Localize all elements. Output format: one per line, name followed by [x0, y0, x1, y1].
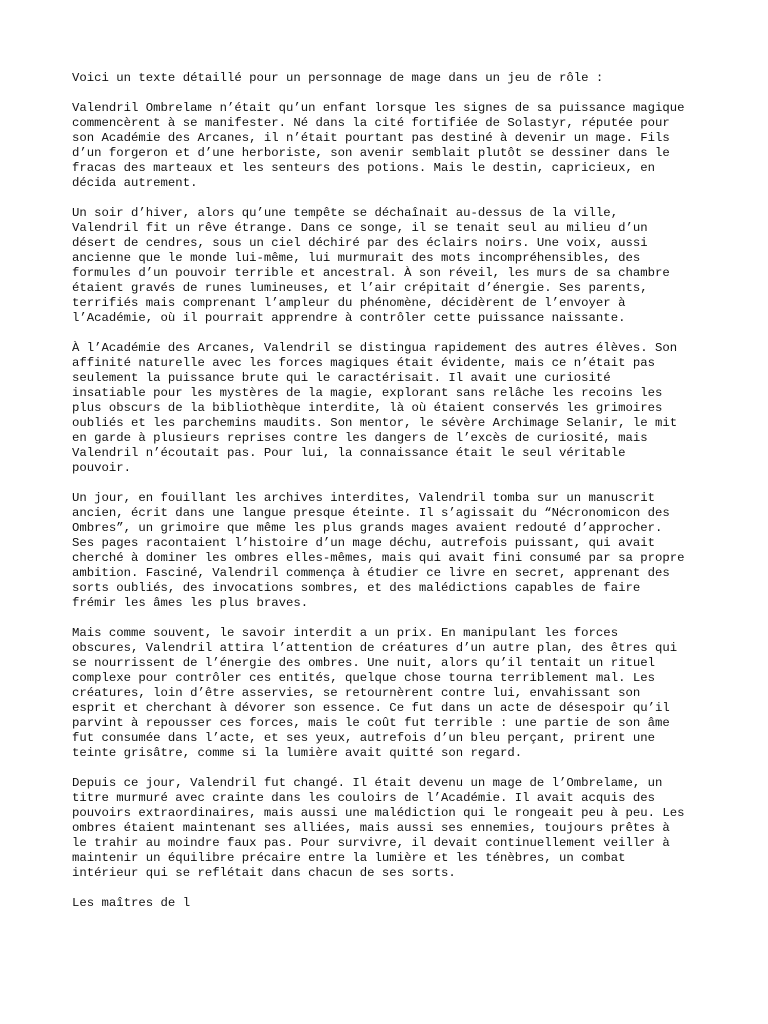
paragraph-academy	[72, 341, 712, 476]
text-line: frémir les âmes les plus braves.	[72, 596, 309, 610]
text-line: ancienne que le monde lui-même, lui murmurait des mots incompréhensibles, des	[72, 251, 641, 265]
text-line: Mais comme souvent, le savoir interdit a un prix. En manipulant les forces	[72, 626, 619, 640]
text-line: Valendril Ombrelame n’était qu’un enfant lorsque les signes de sa puissance magique	[72, 101, 685, 115]
text-line: parvint à repousser ces forces, mais le coût fut terrible : une partie de son âme	[72, 716, 670, 730]
paragraph-truncated	[72, 896, 712, 911]
text-line: Valendril fit un rêve étrange. Dans ce songe, il se tenait seul au milieu d’un	[72, 221, 648, 235]
text-line: esprit et cherchant à dévorer son essence. Ce fut dans un acte de désespoir qu’il	[72, 701, 670, 715]
text-line: formules d’un pouvoir terrible et ancestral. À son réveil, les murs de sa chambre	[72, 266, 670, 280]
text-line: pouvoirs extraordinaires, mais aussi une malédiction qui le rongeait peu à peu. Les	[72, 806, 685, 820]
text-line: titre murmuré avec crainte dans les couloirs de l’Académie. Il avait acquis des	[72, 791, 655, 805]
text-line: fut consumée dans l’acte, et ses yeux, autrefois d’un bleu perçant, prirent une	[72, 731, 655, 745]
text-line: pouvoir.	[72, 461, 132, 475]
text-line: complexe pour contrôler ces entités, quelque chose tourna terriblement mal. Les	[72, 671, 655, 685]
text-line: se nourrissent de l’énergie des ombres. Une nuit, alors qu’il tentait un rituel	[72, 656, 655, 670]
document-page	[72, 71, 712, 926]
text-line: cherché à dominer les ombres elles-mêmes, mais qui avait fini consumé par sa propre	[72, 551, 685, 565]
text-line: commencèrent à se manifester. Né dans la cité fortifiée de Solastyr, réputée pour	[72, 116, 670, 130]
text-line: affinité naturelle avec les forces magiques était évidente, mais ce n’était pas	[72, 356, 655, 370]
text-line: Ses pages racontaient l’histoire d’un mage déchu, autrefois puissant, qui avait	[72, 536, 655, 550]
text-line: sorts oubliés, des invocations sombres, et des malédictions capables de faire	[72, 581, 641, 595]
text-line: son Académie des Arcanes, il n’était pourtant pas destiné à devenir un mage. Fils	[72, 131, 670, 145]
text-line: l’Académie, où il pourrait apprendre à contrôler cette puissance naissante.	[72, 311, 626, 325]
text-line: ambition. Fasciné, Valendril commença à étudier ce livre en secret, apprenant des	[72, 566, 670, 580]
text-line: créatures, loin d’être asservies, se retournèrent contre lui, envahissant son	[72, 686, 641, 700]
intro-paragraph	[72, 71, 712, 86]
text-line: Un soir d’hiver, alors qu’une tempête se déchaînait au-dessus de la ville,	[72, 206, 619, 220]
text-line: décida autrement.	[72, 176, 198, 190]
paragraph-price	[72, 626, 712, 761]
text-line: d’un forgeron et d’une herboriste, son avenir semblait plutôt se dessiner dans le	[72, 146, 670, 160]
text-line: maintenir un équilibre précaire entre la lumière et les ténèbres, un combat	[72, 851, 626, 865]
text-line: Ombres”, un grimoire que même les plus grands mages avaient redouté d’approcher.	[72, 521, 663, 535]
text-line: Les maîtres de l	[72, 896, 191, 910]
text-line: en garde à plusieurs reprises contre les dangers de l’excès de curiosité, mais	[72, 431, 648, 445]
text-line: intérieur qui se reflétait dans chacun de ses sorts.	[72, 866, 456, 880]
text-line: À l’Académie des Arcanes, Valendril se distingua rapidement des autres élèves. Son	[72, 341, 678, 355]
text-line: teinte grisâtre, comme si la lumière avait quitté son regard.	[72, 746, 523, 760]
paragraph-origins	[72, 101, 712, 191]
paragraph-manuscript	[72, 491, 712, 611]
text-line: ancien, écrit dans une langue presque éteinte. Il s’agissait du “Nécronomicon des	[72, 506, 670, 520]
paragraph-ombrelame	[72, 776, 712, 881]
text-line: oubliés et les parchemins maudits. Son mentor, le sévère Archimage Selanir, le mit	[72, 416, 678, 430]
text-line: obscures, Valendril attira l’attention de créatures d’un autre plan, des êtres qui	[72, 641, 678, 655]
text-line: ombres étaient maintenant ses alliées, mais aussi ses ennemies, toujours prêtes à	[72, 821, 670, 835]
text-line: insatiable pour les mystères de la magie, explorant sans relâche les recoins les	[72, 386, 663, 400]
text-line: plus obscurs de la bibliothèque interdite, là où étaient conservés les grimoires	[72, 401, 663, 415]
text-line: Voici un texte détaillé pour un personnage de mage dans un jeu de rôle :	[72, 71, 604, 85]
text-line: seulement la puissance brute qui le caractérisait. Il avait une curiosité	[72, 371, 611, 385]
text-line: fracas des marteaux et les senteurs des potions. Mais le destin, capricieux, en	[72, 161, 655, 175]
text-line: Un jour, en fouillant les archives interdites, Valendril tomba sur un manuscrit	[72, 491, 655, 505]
text-line: le trahir au moindre faux pas. Pour survivre, il devait continuellement veiller à	[72, 836, 670, 850]
text-line: Depuis ce jour, Valendril fut changé. Il était devenu un mage de l’Ombrelame, un	[72, 776, 663, 790]
text-line: Valendril n’écoutait pas. Pour lui, la connaissance était le seul véritable	[72, 446, 626, 460]
text-line: désert de cendres, sous un ciel déchiré par des éclairs noirs. Une voix, aussi	[72, 236, 648, 250]
paragraph-dream	[72, 206, 712, 326]
text-line: terrifiés mais comprenant l’ampleur du phénomène, décidèrent de l’envoyer à	[72, 296, 626, 310]
text-line: étaient gravés de runes lumineuses, et l’air crépitait d’énergie. Ses parents,	[72, 281, 648, 295]
